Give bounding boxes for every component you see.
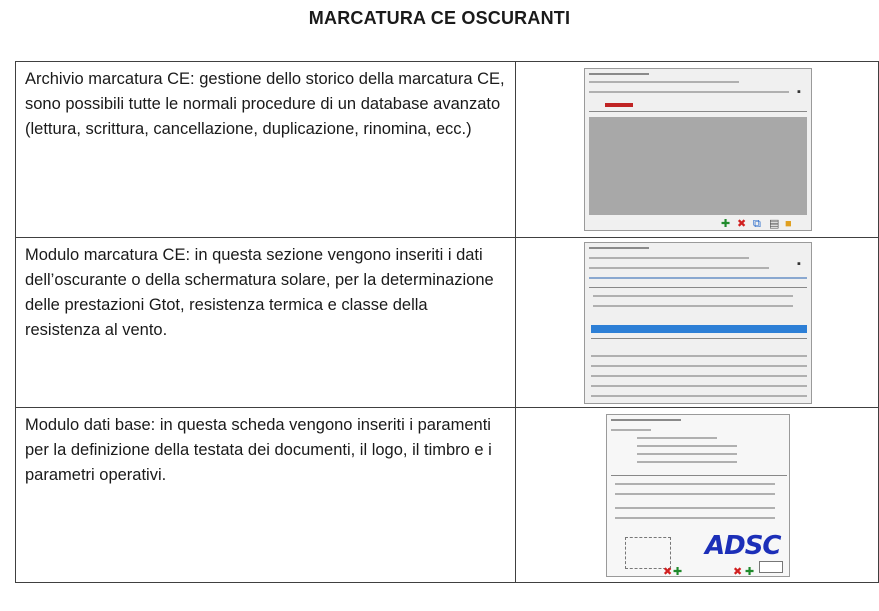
adsc-logo: ADSC <box>705 531 781 561</box>
rename-icon: ▤ <box>769 218 780 230</box>
archive-screenshot <box>584 68 812 231</box>
table-row <box>16 408 879 583</box>
delete-icon: ✖ <box>663 566 673 577</box>
save-icon: ▪ <box>797 258 801 270</box>
table-row <box>16 62 879 238</box>
add-icon: ✚ <box>745 566 755 577</box>
row-description: Modulo dati base: in questa scheda vengono inseriti i paramenti per la definizione della testata dei documenti, il logo, il timbro e i parametri operativi. <box>16 408 516 583</box>
delete-icon: ✖ <box>737 218 747 230</box>
screenshot-cell <box>516 62 879 238</box>
stamp-image <box>625 537 671 569</box>
page-title: MARCATURA CE OSCURANTI <box>308 8 571 28</box>
row-description: Archivio marcatura CE: gestione dello storico della marcatura CE, sono possibili tutte le normali procedure di un database avanzato (lettura, scrittura, cancellazione, duplicazione, rinomina, ecc.) <box>16 62 516 238</box>
add-icon: ✚ <box>721 218 731 230</box>
row-description: Modulo marcatura CE: in questa sezione vengono inseriti i dati dell’oscurante o della schermatura solare, per la determinazione delle prestazioni Gtot, resistenza termica e classe della resistenza al vento. <box>16 238 516 408</box>
add-icon: ✚ <box>673 566 683 577</box>
feature-table <box>15 61 879 583</box>
marcatura-module-screenshot <box>584 242 812 404</box>
dati-base-screenshot <box>606 414 790 577</box>
copy-icon: ⧉ <box>753 218 761 230</box>
ok-button <box>759 561 783 573</box>
folder-icon: ■ <box>785 218 792 230</box>
save-icon: ▪ <box>797 86 801 98</box>
delete-icon: ✖ <box>733 566 743 577</box>
screenshot-cell <box>516 408 879 583</box>
table-row <box>16 238 879 408</box>
screenshot-cell <box>516 238 879 408</box>
